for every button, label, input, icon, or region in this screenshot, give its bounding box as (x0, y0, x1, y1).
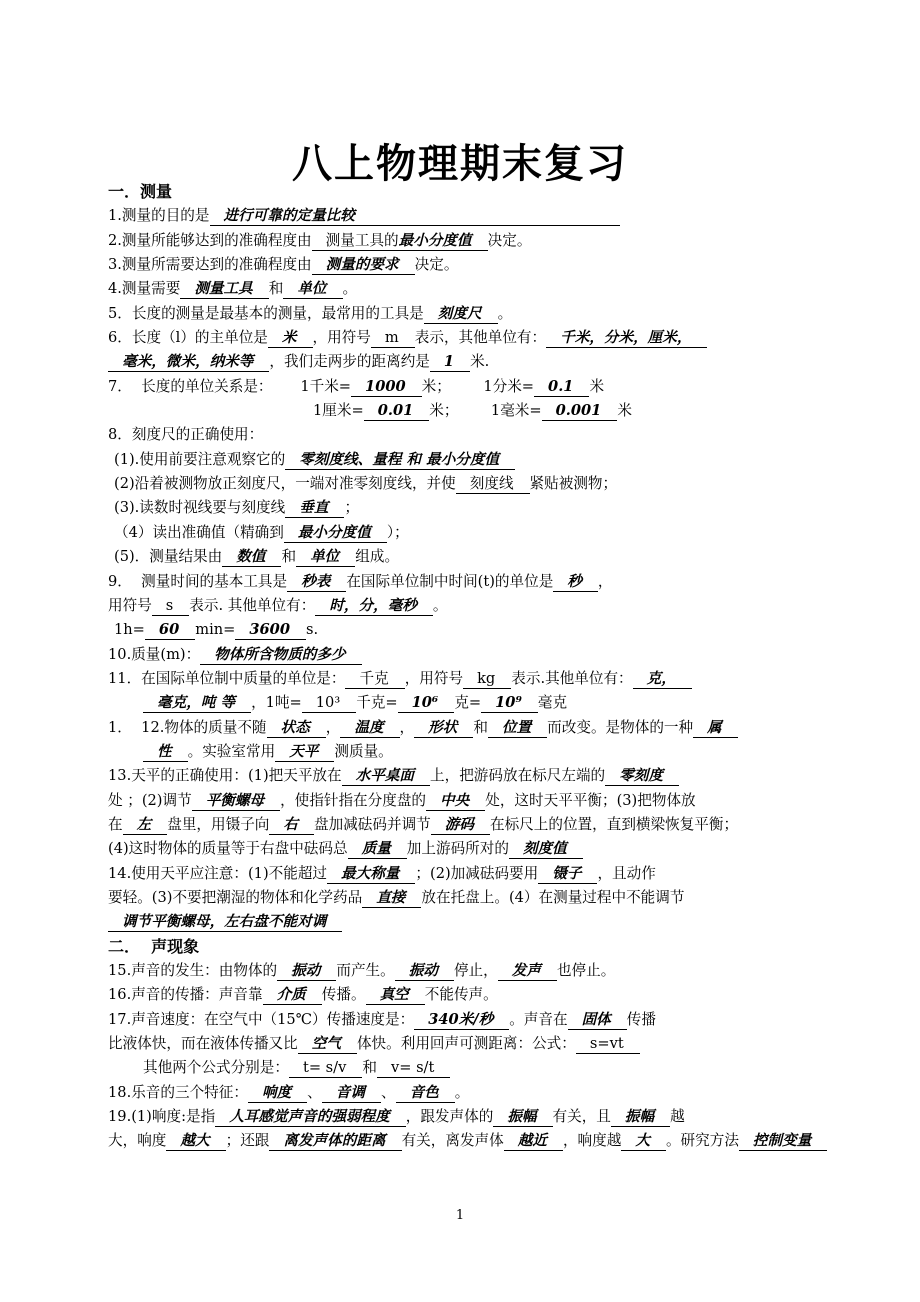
question-text: ，用符号 (404, 669, 464, 687)
question-text: 而改变。是物体的一种 (547, 718, 694, 736)
text-line (108, 399, 824, 423)
question-text: 10.质量(m)： (108, 645, 201, 663)
section-heading (108, 180, 824, 204)
text-line (108, 1032, 824, 1056)
question-text: 1厘米= (313, 402, 364, 420)
answer-blank (108, 352, 269, 372)
answer-text: 离发声体的距离 (283, 1132, 386, 1150)
text-line (108, 253, 824, 277)
answer-blank (215, 1107, 406, 1127)
question-text: 、 (307, 1083, 322, 1101)
question-text: 有关，且 (552, 1108, 611, 1126)
answer-blank (430, 352, 470, 372)
answer-blank (285, 498, 344, 518)
answer-text: m (384, 329, 399, 347)
question-text: 米； 1毫米= (429, 402, 542, 420)
question-text: 停止， (453, 962, 498, 979)
answer-text: 米 (281, 329, 297, 347)
question-text: 紧贴被测物； (529, 475, 618, 493)
answer-text: 温度 (354, 718, 384, 736)
answer-text: 水平桌面 (355, 767, 414, 785)
answer-text: 60 (158, 621, 180, 639)
answer-blank (312, 255, 415, 275)
answer-blank (284, 523, 387, 543)
answer-text: 测量工具 (194, 280, 253, 298)
answer-blank (739, 1131, 827, 1151)
answer-blank (263, 985, 322, 1005)
answer-blank (693, 718, 738, 738)
answer-text: 左 (136, 815, 152, 833)
answer-blank (235, 620, 306, 640)
answer-text: 位置 (501, 718, 532, 736)
answer-text: 进行可靠的定量比较 (223, 207, 355, 225)
answer-blank (414, 1010, 509, 1030)
answer-blank (504, 1131, 563, 1151)
answer-blank (611, 1107, 670, 1127)
question-text: 用符号 (108, 596, 152, 614)
answer-text: 形状 (428, 718, 458, 736)
answer-blank (342, 766, 430, 786)
answer-text: s (165, 596, 174, 614)
question-text: 11．在国际单位制中质量的单位是： (108, 669, 346, 687)
question-text: 1.测量的目的是 (108, 207, 210, 225)
text-line (108, 983, 824, 1007)
answer-text: 平衡螺母 (205, 791, 265, 809)
question-text: 放在托盘上。(4）在测量过程中不能调节 (421, 888, 685, 906)
answer-blank (248, 1083, 307, 1103)
question-text: ，使指针指在分度盘的 (280, 791, 427, 809)
answer-text: 测量的要求 (325, 256, 399, 274)
answer-blank (362, 888, 421, 908)
question-text: min= (195, 621, 236, 639)
question-text: 不能传声。 (424, 986, 498, 1004)
question-text: 也停止。 (556, 962, 616, 979)
answer-text: 最大称量 (341, 864, 400, 882)
question-text: 在国际单位制中时间(t)的单位是 (346, 572, 554, 590)
question-text: 在标尺上的位置，直到横梁恢复平衡； (489, 815, 739, 833)
text-line (108, 277, 824, 301)
question-text: 1h= (114, 621, 145, 639)
answer-blank (269, 815, 314, 835)
question-text: 8．刻度尺的正确使用： (108, 426, 264, 444)
answer-text: 振动 (408, 962, 438, 979)
answer-blank (192, 791, 280, 811)
answer-blank (498, 961, 557, 981)
answer-text: 0.01 (377, 402, 414, 420)
answer-blank (396, 1083, 455, 1103)
question-text: 体快。利用回声可测距离：公式： (356, 1035, 576, 1053)
answer-blank (302, 693, 356, 713)
answer-blank (534, 377, 589, 397)
answer-text: 1000 (365, 377, 406, 395)
answer-text: 最小分度值 (398, 231, 472, 249)
page-number: 1 (455, 1208, 465, 1223)
answer-text: 10⁶ (411, 694, 439, 712)
answer-blank (493, 1107, 552, 1127)
question-text: 。声音在 (509, 1010, 568, 1028)
text-line (108, 1056, 824, 1080)
text-line (108, 1129, 824, 1153)
answer-text: 属 (707, 718, 722, 736)
question-text: (1).使用前要注意观察它的 (114, 450, 286, 468)
question-text: 米 (617, 402, 632, 420)
answer-text: 最小分度值 (297, 523, 371, 541)
question-text: 9． 测量时间的基本工具是 (108, 572, 288, 590)
answer-blank (345, 669, 404, 689)
answer-text: t= s/v (302, 1059, 347, 1077)
text-line (108, 837, 824, 861)
question-text: 和 (268, 280, 284, 298)
question-text: ；还跟 (225, 1132, 270, 1150)
answer-text: s=vt (589, 1035, 624, 1053)
text-line (108, 667, 824, 691)
answer-blank (621, 1131, 666, 1151)
question-text: 。实验室常用 (187, 742, 276, 760)
question-text: 。研究方法 (665, 1132, 739, 1150)
question-text: 加上游码所对的 (406, 840, 509, 858)
text-line (108, 1008, 824, 1032)
question-text: ，且动作 (597, 864, 656, 882)
text-line (108, 910, 824, 934)
question-text: 和 (281, 548, 297, 566)
answer-text: v= s/t (390, 1059, 435, 1077)
answer-text: 秒表 (301, 572, 331, 590)
answer-text: 毫米，微米，纳米等 (122, 353, 254, 371)
answer-blank (364, 401, 430, 421)
question-text: 表示，其他单位有： (414, 329, 547, 347)
question-text: ，1吨= (251, 694, 302, 712)
answer-text: 响度 (261, 1083, 292, 1101)
answer-blank (424, 304, 498, 324)
question-text: ；(2)加减砝码要用 (415, 864, 539, 882)
answer-blank (269, 1131, 401, 1151)
text-line (108, 691, 824, 715)
question-text: 表示.其他单位有： (511, 669, 633, 687)
question-text: 4.测量需要 (108, 280, 181, 298)
question-text: ，我们走两步的距离约是 (269, 353, 430, 371)
question-text: ， (597, 572, 613, 590)
answer-blank (277, 961, 336, 981)
answer-blank (463, 669, 511, 689)
answer-text: 状态 (280, 718, 310, 736)
question-text: 盘加减砝码并调节 (314, 815, 431, 833)
question-text: 。 (342, 280, 358, 298)
question-text: 比液体快，而在液体传播又比 (108, 1035, 298, 1053)
answer-text: 振幅 (624, 1108, 655, 1126)
document-body (108, 180, 824, 1154)
answer-text: 1 (443, 353, 455, 371)
answer-blank (275, 742, 334, 762)
text-line (108, 326, 824, 350)
answer-text: 控制变量 (752, 1132, 812, 1150)
answer-blank (296, 547, 355, 567)
answer-text: 质量 (361, 840, 391, 858)
question-text: 有关，离发声体 (401, 1132, 504, 1150)
answer-text: 单位 (297, 280, 327, 298)
question-text: (2)沿着被测物放正刻度尺，一端对准零刻度线，并使 (114, 475, 456, 493)
answer-blank (456, 474, 530, 494)
answer-text: 音调 (335, 1083, 365, 1101)
question-text: 处，这时天平平衡；(3)把物体放 (485, 791, 696, 809)
text-line (108, 740, 824, 764)
answer-blank (327, 864, 415, 884)
question-text: s. (306, 621, 319, 639)
answer-blank (108, 912, 342, 932)
text-line (108, 423, 824, 447)
answer-blank (553, 572, 598, 592)
answer-text: 刻度值 (522, 840, 567, 858)
answer-text: 垂直 (299, 499, 329, 517)
question-text: 米. (470, 353, 490, 371)
answer-blank (289, 1058, 362, 1078)
answer-blank (143, 693, 251, 713)
question-text: 和 (473, 718, 488, 736)
question-text: (4)这时物体的质量等于右盘中砝码总 (108, 840, 348, 858)
answer-text: 单位 (310, 548, 340, 566)
answer-blank (426, 791, 485, 811)
text-line (108, 643, 824, 667)
answer-blank (222, 547, 281, 567)
answer-text: 性 (157, 742, 172, 760)
question-text: (5)．测量结果由 (114, 548, 223, 566)
answer-blank (431, 815, 490, 835)
text-line (108, 764, 824, 788)
text-line (108, 886, 824, 910)
answer-blank (509, 839, 583, 859)
question-text: 。 (432, 596, 448, 614)
section-heading (108, 935, 824, 959)
answer-prefix: 测量工具的 (325, 231, 399, 249)
question-text: ，跟发声体的 (405, 1108, 494, 1126)
answer-blank (398, 693, 455, 713)
question-text: 16.声音的传播：声音靠 (108, 986, 263, 1004)
answer-text: 音色 (409, 1083, 439, 1101)
question-text: 决定。 (487, 231, 532, 249)
question-text: 一．测量 (108, 182, 173, 201)
question-text: 3.测量所需要达到的准确程度由 (108, 256, 312, 274)
question-text: ， (399, 718, 415, 736)
answer-text: 0.001 (555, 402, 602, 420)
answer-text: 数值 (236, 548, 266, 566)
answer-text: 真空 (379, 986, 409, 1004)
question-text: (3).读数时视线要与刻度线 (114, 499, 286, 517)
answer-text: 10³ (315, 694, 341, 712)
answer-blank (633, 669, 692, 689)
answer-blank (123, 815, 168, 835)
answer-text: 10⁹ (495, 694, 522, 712)
text-line (108, 229, 824, 253)
text-line (108, 448, 824, 472)
question-text: 传播 (626, 1010, 656, 1028)
answer-text: 克， (646, 669, 676, 687)
answer-blank (395, 961, 454, 981)
answer-text: 右 (283, 815, 298, 833)
answer-blank (488, 718, 547, 738)
question-text: ，响度越 (562, 1132, 622, 1150)
answer-text: 镊子 (552, 864, 582, 882)
text-line (108, 496, 824, 520)
question-text: 米 (589, 377, 605, 395)
answer-blank (576, 1034, 640, 1054)
question-text: 5．长度的测量是最基本的测量，最常用的工具是 (108, 304, 424, 322)
question-text: 15.声音的发生：由物体的 (108, 962, 278, 979)
answer-blank (546, 328, 707, 348)
answer-blank (180, 279, 268, 299)
answer-blank (145, 620, 195, 640)
text-line (108, 594, 824, 618)
answer-blank (285, 450, 515, 470)
question-text: 决定。 (414, 256, 459, 274)
question-text: ， (325, 718, 341, 736)
answer-blank (414, 718, 473, 738)
answer-text: 零刻度 (619, 767, 663, 785)
text-line (108, 204, 824, 228)
answer-text: 中央 (440, 791, 470, 809)
question-text: 上，把游码放在标尺左端的 (430, 767, 606, 785)
text-line (108, 350, 824, 374)
question-text: 要轻。(3)不要把潮湿的物体和化学药品 (108, 888, 363, 906)
text-line (108, 959, 824, 983)
answer-blank (315, 596, 433, 616)
question-text: 千克= (356, 694, 398, 712)
text-line (108, 862, 824, 886)
question-text: 6．长度（l）的主单位是 (108, 329, 268, 347)
question-text: 米； 1分米= (421, 377, 535, 395)
question-text: 7． 长度的单位关系是： 1千米= (108, 377, 352, 395)
answer-blank (538, 864, 597, 884)
question-text: 越 (670, 1108, 685, 1126)
answer-text: 固体 (581, 1010, 611, 1028)
answer-text: 越近 (517, 1132, 547, 1150)
answer-blank (283, 279, 342, 299)
answer-text: 千米，分米，厘米， (560, 329, 692, 347)
question-text: ，用符号 (312, 329, 371, 347)
question-text: 1． 12.物体的质量不随 (108, 718, 267, 736)
answer-text: 空气 (311, 1035, 341, 1053)
question-text: （4）读出准确值（精确到 (114, 523, 284, 541)
text-line (108, 375, 824, 399)
question-text: 处 ；(2)调节 (108, 791, 192, 809)
answer-text: 人耳感觉声音的强弱程度 (229, 1108, 390, 1126)
answer-blank (166, 1131, 225, 1151)
answer-blank (340, 718, 399, 738)
answer-text: 千克 (359, 669, 389, 687)
answer-text: 340米/秒 (428, 1010, 494, 1028)
answer-blank (377, 1058, 450, 1078)
text-line (108, 789, 824, 813)
answer-blank (210, 206, 620, 226)
question-text: 而产生。 (336, 962, 395, 979)
answer-blank (287, 572, 346, 592)
answer-blank (322, 1083, 381, 1103)
question-text: 2.测量所能够达到的准确程度由 (108, 231, 312, 249)
answer-blank (298, 1034, 357, 1054)
question-text: 克= (454, 694, 482, 712)
text-line (108, 1081, 824, 1105)
question-text: 二． 声现象 (108, 936, 200, 956)
answer-text: 物体所含物质的多少 (214, 645, 346, 663)
answer-text: 刻度线 (469, 475, 514, 493)
answer-text: 振幅 (507, 1108, 537, 1126)
answer-text: 毫克，吨 等 (157, 694, 236, 712)
answer-text: 游码 (444, 815, 474, 833)
answer-text: 天平 (289, 742, 319, 760)
answer-text: 3600 (249, 621, 290, 639)
question-text: 。 (454, 1083, 470, 1101)
answer-text: 调节平衡螺母，左右盘不能对调 (122, 913, 327, 931)
text-line (108, 1105, 824, 1129)
answer-text: 发声 (511, 962, 541, 979)
answer-text: 零刻度线、量程 和 最小分度值 (299, 450, 500, 468)
question-text: 。 (497, 304, 513, 322)
answer-blank (481, 693, 538, 713)
answer-text: 秒 (567, 572, 582, 590)
answer-text: 振动 (291, 962, 321, 979)
question-text: 毫克 (537, 694, 568, 712)
answer-blank (200, 645, 361, 665)
question-text: ； (344, 499, 360, 517)
question-text: 13.天平的正确使用：(1)把天平放在 (108, 767, 342, 785)
answer-blank (267, 718, 326, 738)
answer-blank (366, 985, 425, 1005)
question-text: 盘里，用镊子向 (167, 815, 270, 833)
question-text: 大，响度 (108, 1132, 167, 1150)
answer-blank (348, 839, 407, 859)
question-text: 传播。 (321, 986, 366, 1004)
answer-blank (312, 231, 488, 251)
text-line (108, 302, 824, 326)
question-text: ）； (386, 523, 409, 541)
question-text: 、 (380, 1083, 396, 1101)
page-title: 八上物理期末复习 (292, 140, 628, 187)
answer-blank (351, 377, 422, 397)
answer-text: 刻度尺 (437, 304, 482, 322)
text-line (108, 570, 824, 594)
text-line (108, 716, 824, 740)
text-line (108, 618, 824, 642)
answer-blank (143, 742, 188, 762)
answer-blank (605, 766, 679, 786)
text-line (108, 521, 824, 545)
answer-blank (268, 328, 313, 348)
answer-text: 大 (635, 1132, 650, 1150)
answer-blank (152, 596, 190, 616)
answer-text: 介质 (276, 986, 306, 1004)
answer-blank (371, 328, 415, 348)
answer-text: 0.1 (548, 377, 574, 395)
question-text: 18.乐音的三个特征： (108, 1083, 248, 1101)
answer-text: 越大 (180, 1132, 210, 1150)
answer-blank (542, 401, 618, 421)
answer-blank (568, 1010, 627, 1030)
question-text: 和 (362, 1059, 377, 1077)
question-text: 17.声音速度：在空气中（15℃）传播速度是： (108, 1010, 415, 1028)
question-text: 19.(1)响度:是指 (108, 1108, 216, 1126)
answer-text: 直接 (376, 888, 406, 906)
answer-text: 时，分，毫秒 (329, 596, 417, 614)
text-line (108, 813, 824, 837)
text-line (108, 545, 824, 569)
question-text: 表示. 其他单位有： (189, 596, 316, 614)
text-line (108, 472, 824, 496)
question-text: 14.使用天平应注意：(1)不能超过 (108, 864, 328, 882)
answer-text: kg (477, 669, 496, 687)
question-text: 组成。 (355, 548, 400, 566)
question-text: 在 (108, 815, 123, 833)
question-text: 其他两个公式分别是： (143, 1059, 289, 1077)
question-text: 测质量。 (334, 742, 393, 760)
